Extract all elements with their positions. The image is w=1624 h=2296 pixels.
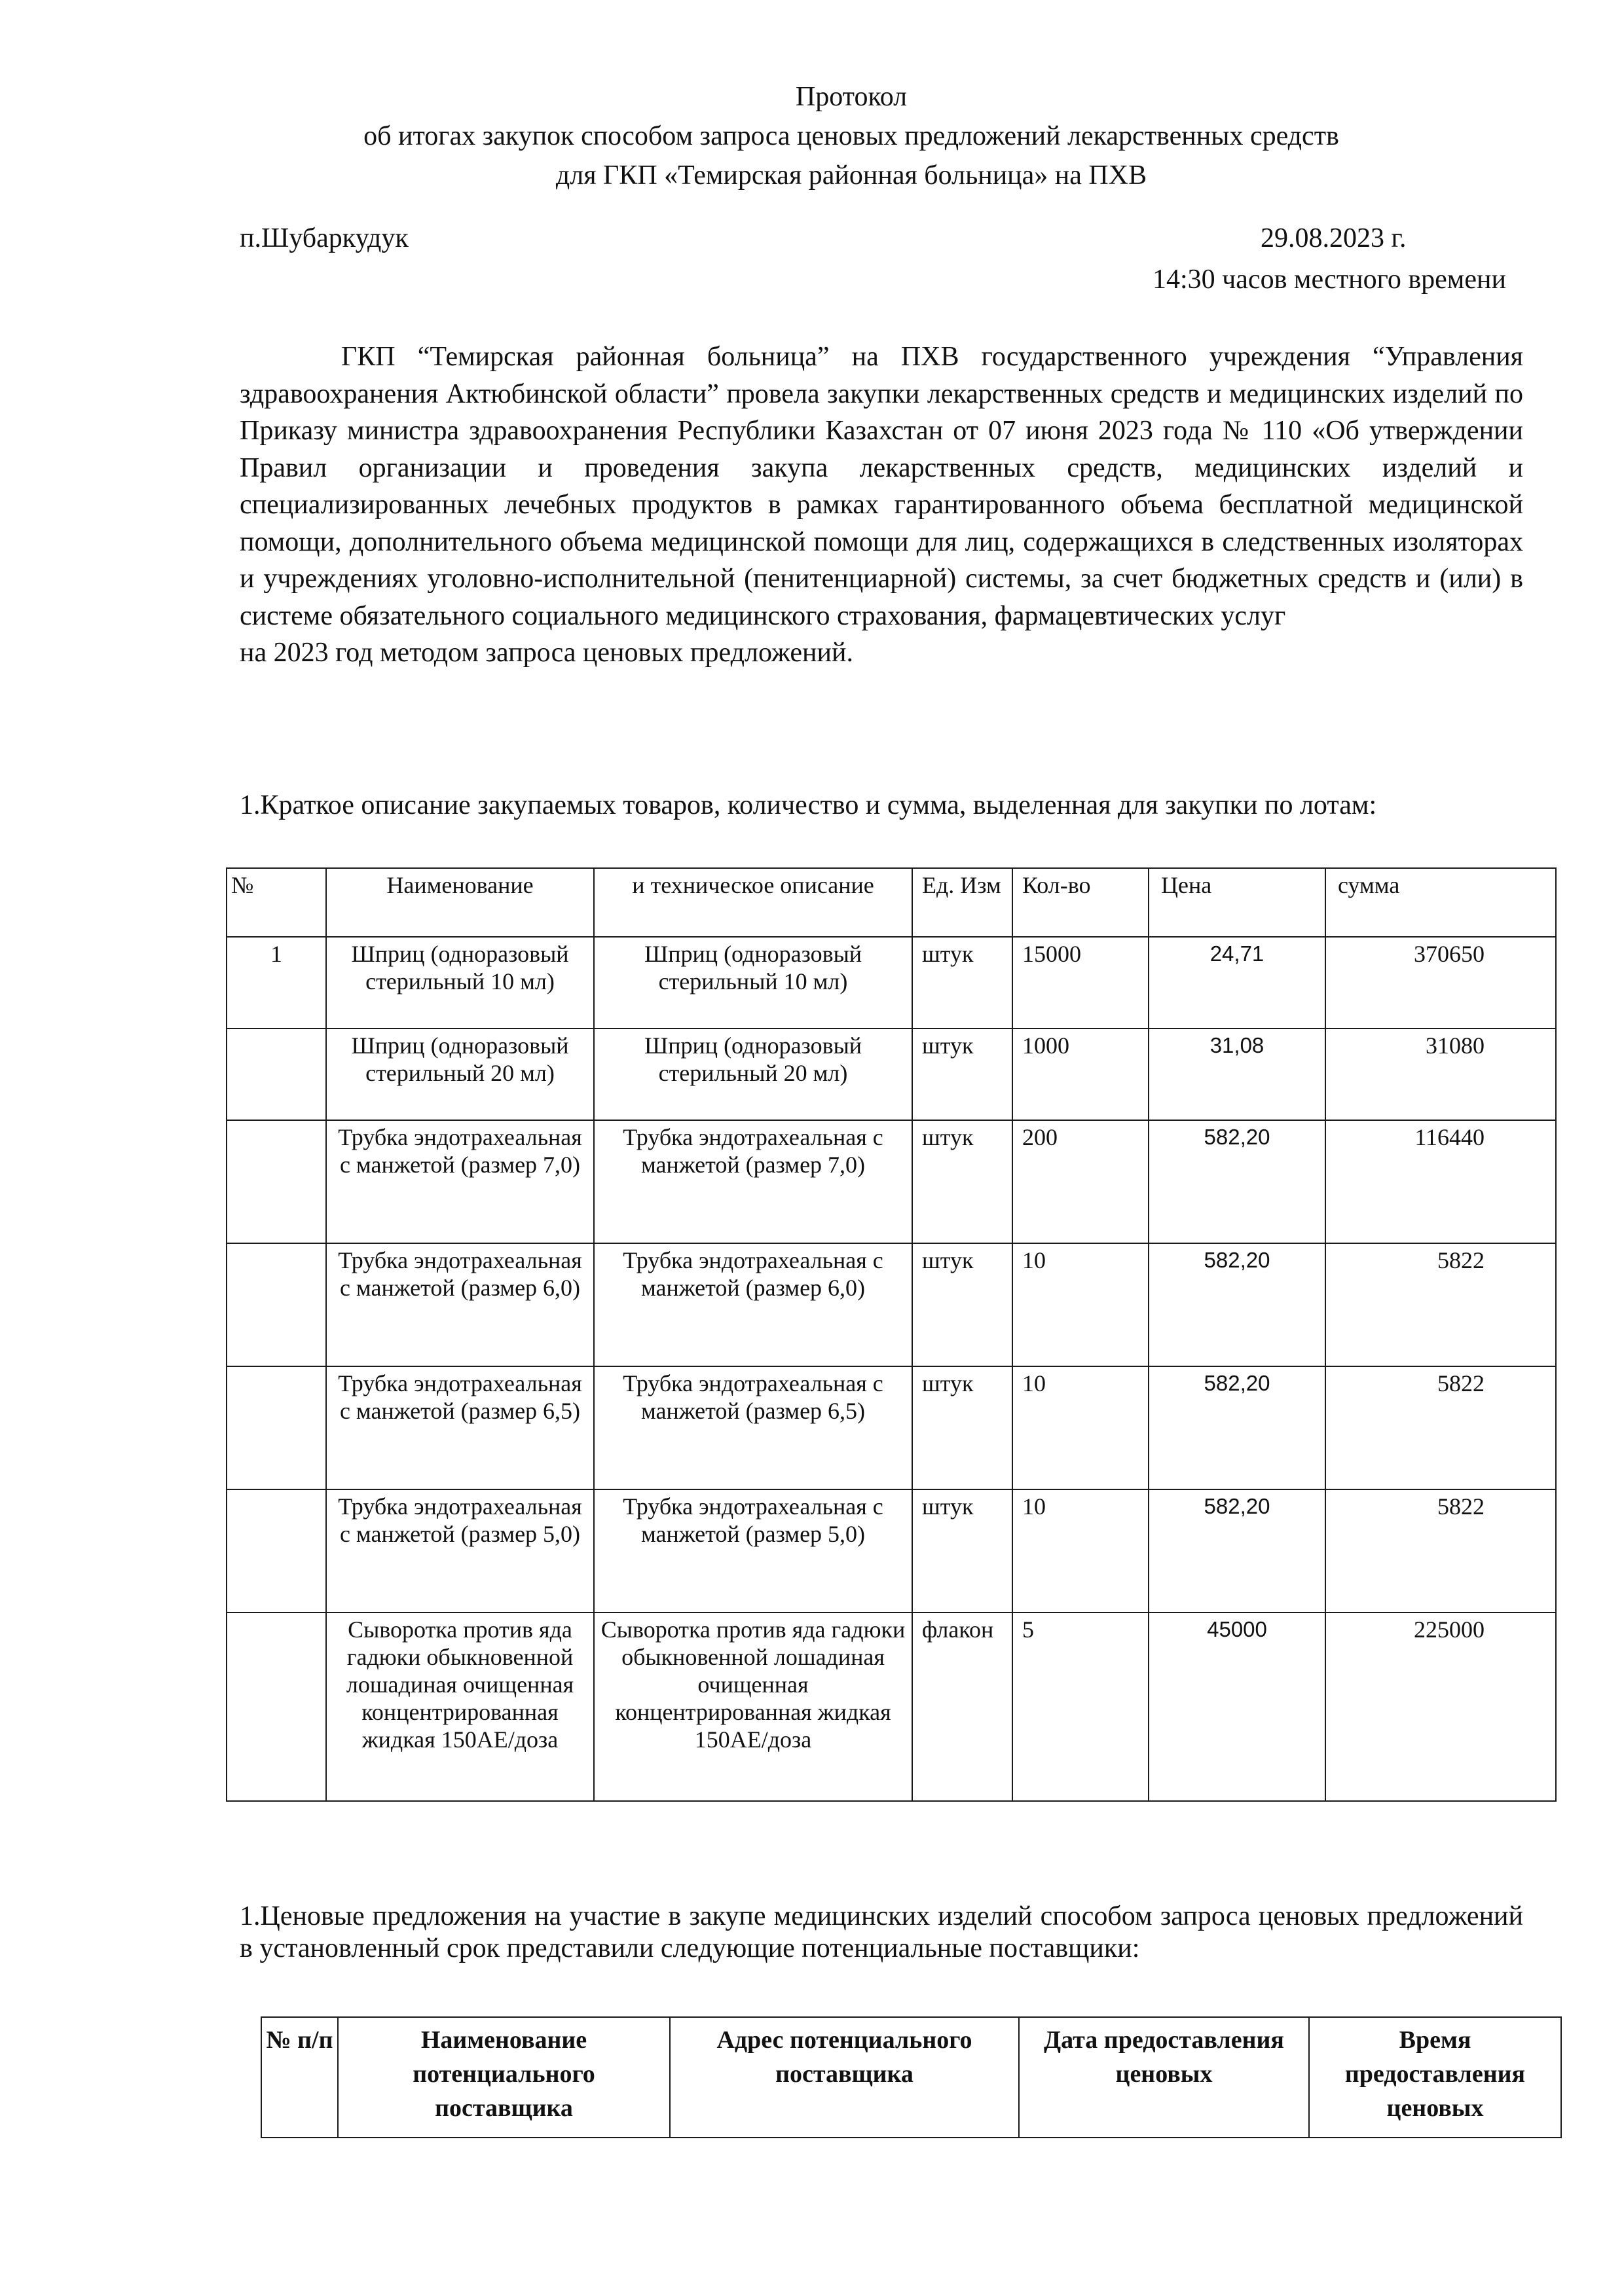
cell-price: 582,20 [1149,1243,1325,1366]
cell-sum: 5822 [1325,1489,1556,1613]
cell-name: Шприц (одноразовый стерильный 20 мл) [326,1029,594,1120]
table-row [227,937,1556,1029]
date-label: 29.08.2023 г. [1261,223,1407,253]
lots-table [226,867,1557,1802]
table-row [227,1029,1556,1120]
cell-no [227,1243,326,1366]
cell-sum: 225000 [1325,1613,1556,1801]
cell-name: Трубка эндотрахеальная с манжетой (размер 6,5) [326,1366,594,1489]
col-header-qty: Кол-во [1012,868,1149,937]
suppliers-table [261,2016,1562,2138]
cell-unit: флакон [912,1613,1012,1801]
cell-unit: штук [912,1120,1012,1243]
intro-text: ГКП “Темирская районная больница” на ПХВ государственного учреждения “Управления здравоохранения Актюбинской области” провела закупки лекарственных средств и медицинских изделий по Приказу министра здравоохранения Республики Казахстан от 07 июня 2023 года № 110 «Об утверждении Правил организации и проведения закупа лекарственных средств, медицинских изделий и специализированных лечебных продуктов в рамках гарантированного объема бесплатной медицинской помощи, дополнительного объема медицинской помощи для лиц, содержащихся в следственных изоляторах и учреждениях уголовно-исполнительной (пенитенциарной) системы, за счет бюджетных средств и (или) в системе обязательного социального медицинского страхования, фармацевтических услуг [240,342,1523,631]
cell-unit: штук [912,1366,1012,1489]
cell-no [227,1120,326,1243]
cell-sum: 5822 [1325,1366,1556,1489]
col-header-submission-time: Время предоставления ценовых [1309,2017,1561,2138]
cell-desc: Шприц (одноразовый стерильный 20 мл) [594,1029,912,1120]
table-row [227,1120,1556,1243]
col-header-supplier-address: Адрес потенциального поставщика [670,2017,1019,2138]
cell-desc: Трубка эндотрахеальная с манжетой (размер 5,0) [594,1489,912,1613]
table-row [227,1613,1556,1801]
cell-unit: штук [912,1489,1012,1613]
cell-sum: 31080 [1325,1029,1556,1120]
cell-unit: штук [912,937,1012,1029]
document-subtitle-line1: об итогах закупок способом запроса ценовых предложений лекарственных средств [363,121,1339,151]
cell-price: 582,20 [1149,1120,1325,1243]
cell-qty: 10 [1012,1366,1149,1489]
cell-no [227,1029,326,1120]
col-header-price: Цена [1149,868,1325,937]
cell-desc: Трубка эндотрахеальная с манжетой (размер 6,5) [594,1366,912,1489]
cell-qty: 15000 [1012,937,1149,1029]
cell-desc: Трубка эндотрахеальная с манжетой (размер 6,0) [594,1243,912,1366]
suppliers-table-header [261,2017,1561,2138]
col-header-no: № [227,868,326,937]
cell-price: 45000 [1149,1613,1325,1801]
table-row [227,1243,1556,1366]
cell-price: 582,20 [1149,1366,1325,1489]
intro-last-line: на 2023 год методом запроса ценовых предложений. [240,638,853,668]
cell-desc: Трубка эндотрахеальная с манжетой (размер 7,0) [594,1120,912,1243]
cell-sum: 370650 [1325,937,1556,1029]
cell-sum: 5822 [1325,1243,1556,1366]
col-header-no: № п/п [261,2017,338,2138]
col-header-desc: и техническое описание [594,868,912,937]
table-row [227,1366,1556,1489]
document-header [196,77,1506,195]
cell-price: 582,20 [1149,1489,1325,1613]
intro-paragraph [240,338,1523,672]
cell-unit: штук [912,1029,1012,1120]
section2-heading: 1.Ценовые предложения на участие в закупе медицинских изделий способом запроса ценовых предложений в установленный срок представили следующие потенциальные поставщики: [240,1901,1523,1963]
cell-qty: 10 [1012,1489,1149,1613]
col-header-submission-date: Дата предоставления ценовых [1019,2017,1309,2138]
col-header-name: Наименование [326,868,594,937]
cell-name: Трубка эндотрахеальная с манжетой (размер 7,0) [326,1120,594,1243]
cell-no: 1 [227,937,326,1029]
cell-desc: Сыворотка против яда гадюки обыкновенной лошадиная очищенная концентрированная жидкая 150АЕ/доза [594,1613,912,1801]
lots-table-header [227,868,1556,937]
time-label: 14:30 часов местного времени [1153,264,1506,295]
cell-qty: 200 [1012,1120,1149,1243]
cell-name: Трубка эндотрахеальная с манжетой (размер 6,0) [326,1243,594,1366]
cell-no [227,1489,326,1613]
cell-no [227,1366,326,1489]
col-header-unit: Ед. Изм [912,868,1012,937]
place-label: п.Шубаркудук [240,223,409,253]
cell-price: 24,71 [1149,937,1325,1029]
document-subtitle-line2: для ГКП «Темирская районная больница» на ПХВ [555,160,1147,191]
col-header-sum: сумма [1325,868,1556,937]
cell-sum: 116440 [1325,1120,1556,1243]
cell-qty: 1000 [1012,1029,1149,1120]
col-header-supplier-name: Наименование потенциального поставщика [338,2017,670,2138]
cell-desc: Шприц (одноразовый стерильный 10 мл) [594,937,912,1029]
cell-name: Шприц (одноразовый стерильный 10 мл) [326,937,594,1029]
document-title: Протокол [795,82,908,112]
cell-price: 31,08 [1149,1029,1325,1120]
cell-name: Трубка эндотрахеальная с манжетой (размер 5,0) [326,1489,594,1613]
cell-qty: 5 [1012,1613,1149,1801]
cell-no [227,1613,326,1801]
table-row [227,1489,1556,1613]
cell-unit: штук [912,1243,1012,1366]
cell-name: Сыворотка против яда гадюки обыкновенной лошадиная очищенная концентрированная жидкая 150АЕ/доза [326,1613,594,1801]
cell-qty: 10 [1012,1243,1149,1366]
section1-heading: 1.Краткое описание закупаемых товаров, количество и сумма, выделенная для закупки по лотам: [240,790,1377,820]
